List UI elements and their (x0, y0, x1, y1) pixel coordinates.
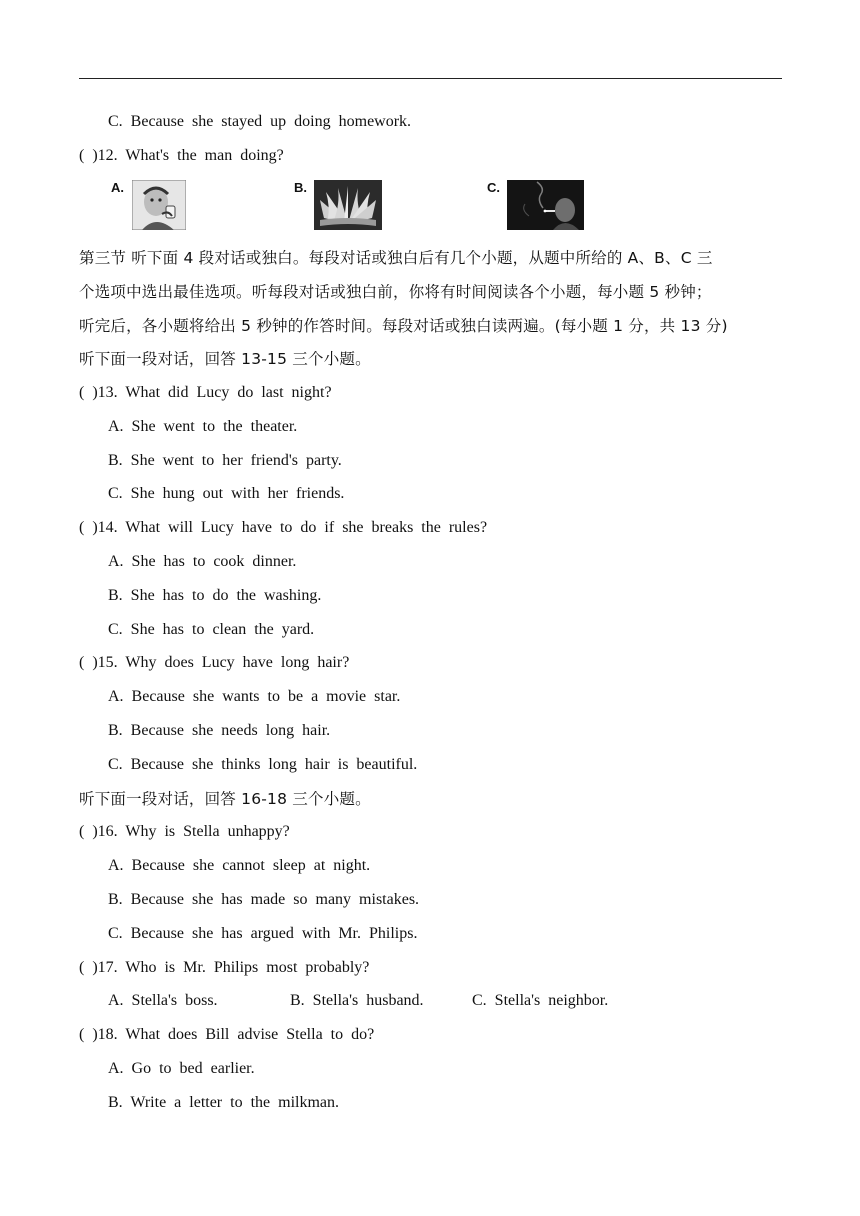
q13-option-c: C. She hung out with her friends. (108, 485, 345, 502)
dialogue-intro-16-18: 听下面一段对话，回答 16-18 三个小题。 (79, 790, 371, 808)
question-15: ( )15. Why does Lucy have long hair? (79, 654, 350, 671)
q15-option-a: A. Because she wants to be a movie star. (108, 688, 401, 705)
q18-option-a: A. Go to bed earlier. (108, 1060, 255, 1077)
picture-c-man-smoking (507, 180, 584, 230)
q15-option-b: B. Because she needs long hair. (108, 722, 331, 739)
q16-option-a: A. Because she cannot sleep at night. (108, 857, 371, 874)
q16-option-b: B. Because she has made so many mistakes. (108, 891, 420, 908)
q11-option-c: C. Because she stayed up doing homework. (108, 113, 412, 130)
q17-option-c: C. Stella's neighbor. (472, 992, 609, 1009)
picture-a-man-eating (132, 180, 186, 230)
section-3-instructions-line-1: 第三节 听下面 4 段对话或独白。每段对话或独白后有几个小题，从题中所给的 A、B、C 三 (79, 249, 713, 267)
question-12: ( )12. What's the man doing? (79, 147, 284, 164)
q16-option-c: C. Because she has argued with Mr. Philips. (108, 925, 418, 942)
q13-option-b: B. She went to her friend's party. (108, 452, 342, 469)
dialogue-intro-13-15: 听下面一段对话，回答 13-15 三个小题。 (79, 350, 371, 368)
picture-a-label: A. (111, 180, 124, 195)
question-18: ( )18. What does Bill advise Stella to do? (79, 1026, 375, 1043)
q17-option-b: B. Stella's husband. (290, 992, 424, 1009)
section-3-instructions-line-3: 听完后，各小题将给出 5 秒钟的作答时间。每段对话或独白读两遍。(每小题 1 分，共 13 分) (79, 317, 728, 335)
picture-c-label: C. (487, 180, 500, 195)
q15-option-c: C. Because she thinks long hair is beautiful. (108, 756, 418, 773)
q13-option-a: A. She went to the theater. (108, 418, 298, 435)
section-3-instructions-line-2: 个选项中选出最佳选项。听每段对话或独白前，你将有时间阅读各个小题，每小题 5 秒钟； (79, 283, 712, 301)
question-13: ( )13. What did Lucy do last night? (79, 384, 332, 401)
question-17: ( )17. Who is Mr. Philips most probably? (79, 959, 370, 976)
q14-option-b: B. She has to do the washing. (108, 587, 322, 604)
q17-option-a: A. Stella's boss. (108, 992, 218, 1009)
q14-option-c: C. She has to clean the yard. (108, 621, 315, 638)
question-14: ( )14. What will Lucy have to do if she breaks the rules? (79, 519, 488, 536)
picture-b-label: B. (294, 180, 307, 195)
question-16: ( )16. Why is Stella unhappy? (79, 823, 290, 840)
q14-option-a: A. She has to cook dinner. (108, 553, 297, 570)
header-rule (79, 78, 782, 79)
q18-option-b: B. Write a letter to the milkman. (108, 1094, 340, 1111)
picture-b-open-book (314, 180, 382, 230)
